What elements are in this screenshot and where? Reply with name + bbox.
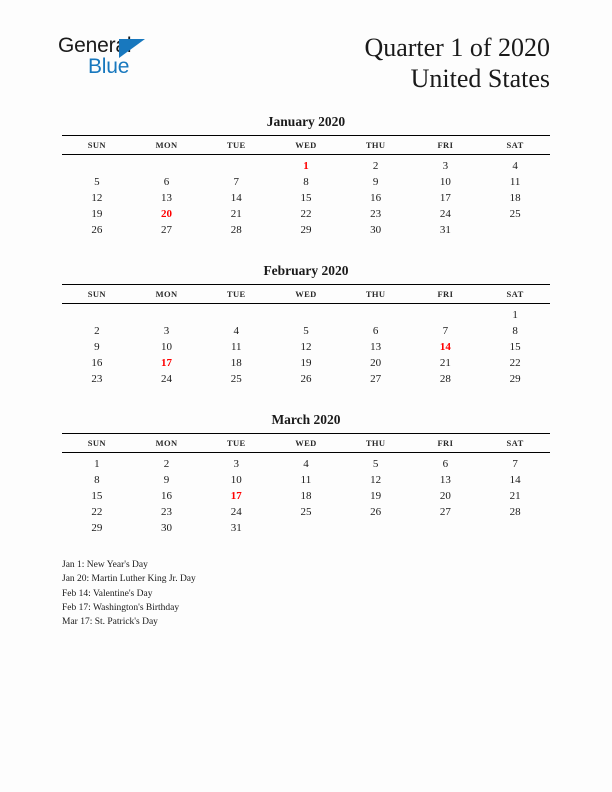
day-cell-empty [132, 155, 202, 175]
week-row [62, 190, 550, 206]
day-cell[interactable]: 13 [370, 341, 382, 353]
day-cell[interactable]: 8 [94, 474, 100, 486]
day-cell[interactable]: 16 [370, 192, 382, 204]
week-row [62, 488, 550, 504]
day-cell-empty [411, 520, 481, 536]
day-cell[interactable]: 4 [512, 160, 518, 172]
day-cell[interactable]: 5 [303, 325, 309, 337]
day-cell[interactable]: 20 [370, 357, 382, 369]
month-table [62, 284, 550, 387]
day-cell[interactable]: 6 [372, 325, 379, 337]
day-cell[interactable]: 3 [233, 458, 239, 470]
day-cell-empty [62, 155, 132, 175]
day-cell[interactable]: 3 [442, 160, 449, 172]
day-cell[interactable]: 29 [300, 224, 312, 236]
day-cell[interactable]: 24 [161, 373, 173, 385]
day-cell[interactable]: 27 [439, 506, 451, 518]
day-cell[interactable]: 2 [163, 458, 170, 470]
day-cell[interactable]: 26 [370, 506, 382, 518]
month-block-january [62, 114, 550, 238]
weekday-header-mon: MON [132, 136, 202, 155]
week-row [62, 323, 550, 339]
week-row [62, 339, 550, 355]
weekday-header-tue: TUE [201, 434, 271, 453]
weekday-header-wed: WED [271, 285, 341, 304]
day-cell[interactable]: 6 [442, 458, 449, 470]
week-row [62, 206, 550, 222]
day-cell[interactable]: 22 [509, 357, 521, 369]
weekday-header-tue: TUE [201, 136, 271, 155]
weekday-header-wed: WED [271, 434, 341, 453]
weekday-header-fri: FRI [411, 285, 481, 304]
weekday-header-sat: SAT [480, 285, 550, 304]
weekday-header-thu: THU [341, 285, 411, 304]
day-cell-empty [62, 304, 132, 324]
day-cell[interactable]: 18 [509, 192, 521, 204]
day-cell[interactable]: 28 [230, 224, 242, 236]
day-cell[interactable]: 30 [161, 522, 173, 534]
week-row [62, 504, 550, 520]
day-cell[interactable]: 22 [91, 506, 103, 518]
weekday-header-thu: THU [341, 136, 411, 155]
day-cell-empty [271, 520, 341, 536]
day-cell[interactable]: 25 [230, 373, 242, 385]
day-cell[interactable]: 1 [94, 458, 100, 470]
day-cell[interactable]: 19 [91, 208, 103, 220]
legend-item: Feb 14: Valentine's Day [62, 588, 153, 599]
day-cell[interactable]: 3 [163, 325, 170, 337]
day-cell[interactable]: 28 [439, 373, 451, 385]
day-cell[interactable]: 17 [439, 192, 451, 204]
day-cell[interactable]: 28 [509, 506, 521, 518]
week-row [62, 155, 550, 175]
day-cell[interactable]: 13 [439, 474, 451, 486]
day-cell-empty [341, 520, 411, 536]
day-cell[interactable]: 21 [230, 208, 242, 220]
day-cell[interactable]: 27 [370, 373, 382, 385]
day-cell[interactable]: 8 [512, 325, 518, 337]
month-block-february [62, 263, 550, 387]
weekday-header-row [62, 136, 550, 155]
day-cell[interactable]: 4 [233, 325, 239, 337]
week-row [62, 174, 550, 190]
day-cell[interactable]: 18 [230, 357, 242, 369]
weekday-header-wed: WED [271, 136, 341, 155]
day-cell[interactable]: 14 [230, 192, 242, 204]
day-cell-holiday[interactable]: 14 [439, 341, 451, 353]
day-cell[interactable]: 9 [94, 341, 100, 353]
month-table [62, 433, 550, 536]
day-cell[interactable]: 5 [94, 176, 100, 188]
day-cell[interactable]: 14 [509, 474, 521, 486]
day-cell[interactable]: 15 [91, 490, 103, 502]
day-cell[interactable]: 21 [509, 490, 521, 502]
legend-item: Jan 20: Martin Luther King Jr. Day [62, 574, 196, 585]
month-title: February 2020 [263, 263, 349, 278]
day-cell-empty [480, 222, 550, 238]
day-cell-empty [411, 304, 481, 324]
day-cell[interactable]: 11 [230, 341, 242, 353]
weekday-header-sat: SAT [480, 136, 550, 155]
day-cell[interactable]: 4 [303, 458, 309, 470]
day-cell[interactable]: 10 [161, 341, 173, 353]
weekday-header-sun: SUN [62, 285, 132, 304]
day-cell[interactable]: 12 [370, 474, 382, 486]
day-cell-holiday[interactable]: 17 [161, 357, 173, 369]
weekday-header-sun: SUN [62, 136, 132, 155]
weekday-header-mon: MON [132, 285, 202, 304]
day-cell[interactable]: 25 [300, 506, 312, 518]
day-cell[interactable]: 12 [300, 341, 312, 353]
weekday-header-row [62, 285, 550, 304]
day-cell-empty [480, 520, 550, 536]
month-title: March 2020 [271, 412, 341, 427]
day-cell-empty [132, 304, 202, 324]
day-cell[interactable]: 16 [161, 490, 173, 502]
day-cell[interactable]: 23 [370, 208, 382, 220]
day-cell[interactable]: 29 [509, 373, 521, 385]
weekday-header-fri: FRI [411, 434, 481, 453]
day-cell[interactable]: 1 [512, 309, 518, 321]
day-cell[interactable]: 24 [230, 506, 242, 518]
day-cell[interactable]: 2 [94, 325, 100, 337]
weekday-header-row [62, 434, 550, 453]
week-row [62, 355, 550, 371]
day-cell[interactable]: 16 [91, 357, 103, 369]
weekday-header-mon: MON [132, 434, 202, 453]
day-cell[interactable]: 20 [439, 490, 451, 502]
day-cell[interactable]: 22 [300, 208, 312, 220]
day-cell[interactable]: 31 [230, 522, 242, 534]
month-title: January 2020 [266, 114, 346, 129]
day-cell[interactable]: 9 [372, 176, 379, 188]
month-block-march [62, 412, 550, 536]
day-cell[interactable]: 7 [512, 458, 518, 470]
day-cell[interactable]: 10 [230, 474, 242, 486]
day-cell[interactable]: 2 [372, 160, 379, 172]
day-cell[interactable]: 19 [370, 490, 382, 502]
day-cell-empty [341, 304, 411, 324]
weekday-header-thu: THU [341, 434, 411, 453]
title-quarter: Quarter 1 of 2020 [364, 33, 550, 62]
day-cell[interactable]: 7 [233, 176, 239, 188]
day-cell[interactable]: 23 [91, 373, 103, 385]
week-row [62, 222, 550, 238]
day-cell[interactable]: 15 [300, 192, 312, 204]
day-cell-holiday[interactable]: 17 [230, 490, 242, 502]
day-cell[interactable]: 15 [509, 341, 521, 353]
day-cell[interactable]: 21 [439, 357, 451, 369]
day-cell[interactable]: 5 [372, 458, 379, 470]
day-cell[interactable]: 11 [300, 474, 312, 486]
day-cell[interactable]: 6 [163, 176, 170, 188]
weekday-header-fri: FRI [411, 136, 481, 155]
legend-item: Mar 17: St. Patrick's Day [62, 617, 158, 628]
legend-item: Jan 1: New Year's Day [62, 560, 148, 570]
day-cell-empty [201, 304, 271, 324]
day-cell[interactable]: 23 [161, 506, 173, 518]
day-cell[interactable]: 9 [163, 474, 170, 486]
day-cell[interactable]: 26 [91, 224, 103, 236]
title-country: United States [410, 64, 550, 93]
weekday-header-sun: SUN [62, 434, 132, 453]
day-cell[interactable]: 12 [91, 192, 103, 204]
day-cell[interactable]: 26 [300, 373, 312, 385]
day-cell[interactable]: 27 [161, 224, 173, 236]
logo-text-general: General [58, 34, 132, 57]
week-row [62, 520, 550, 536]
day-cell[interactable]: 19 [300, 357, 312, 369]
general-blue-logo [58, 34, 218, 86]
day-cell[interactable]: 24 [439, 208, 451, 220]
day-cell-empty [271, 304, 341, 324]
holiday-legend [62, 558, 462, 629]
day-cell[interactable]: 7 [442, 325, 449, 337]
day-cell[interactable]: 18 [300, 490, 312, 502]
day-cell-empty [201, 155, 271, 175]
legend-item: Feb 17: Washington's Birthday [62, 602, 180, 613]
week-row [62, 304, 550, 324]
weekday-header-sat: SAT [480, 434, 550, 453]
weekday-header-tue: TUE [201, 285, 271, 304]
day-cell[interactable]: 29 [91, 522, 103, 534]
day-cell[interactable]: 25 [509, 208, 521, 220]
day-cell[interactable]: 31 [439, 224, 451, 236]
day-cell[interactable]: 30 [370, 224, 382, 236]
day-cell[interactable]: 10 [439, 176, 451, 188]
logo-text-blue: Blue [88, 55, 130, 78]
week-row [62, 472, 550, 488]
day-cell[interactable]: 13 [161, 192, 173, 204]
day-cell-holiday[interactable]: 1 [303, 160, 309, 172]
week-row [62, 371, 550, 387]
page-title [364, 32, 550, 94]
day-cell[interactable]: 11 [509, 176, 521, 188]
month-table [62, 135, 550, 238]
day-cell[interactable]: 8 [303, 176, 309, 188]
week-row [62, 453, 550, 473]
day-cell-holiday[interactable]: 20 [161, 208, 173, 220]
